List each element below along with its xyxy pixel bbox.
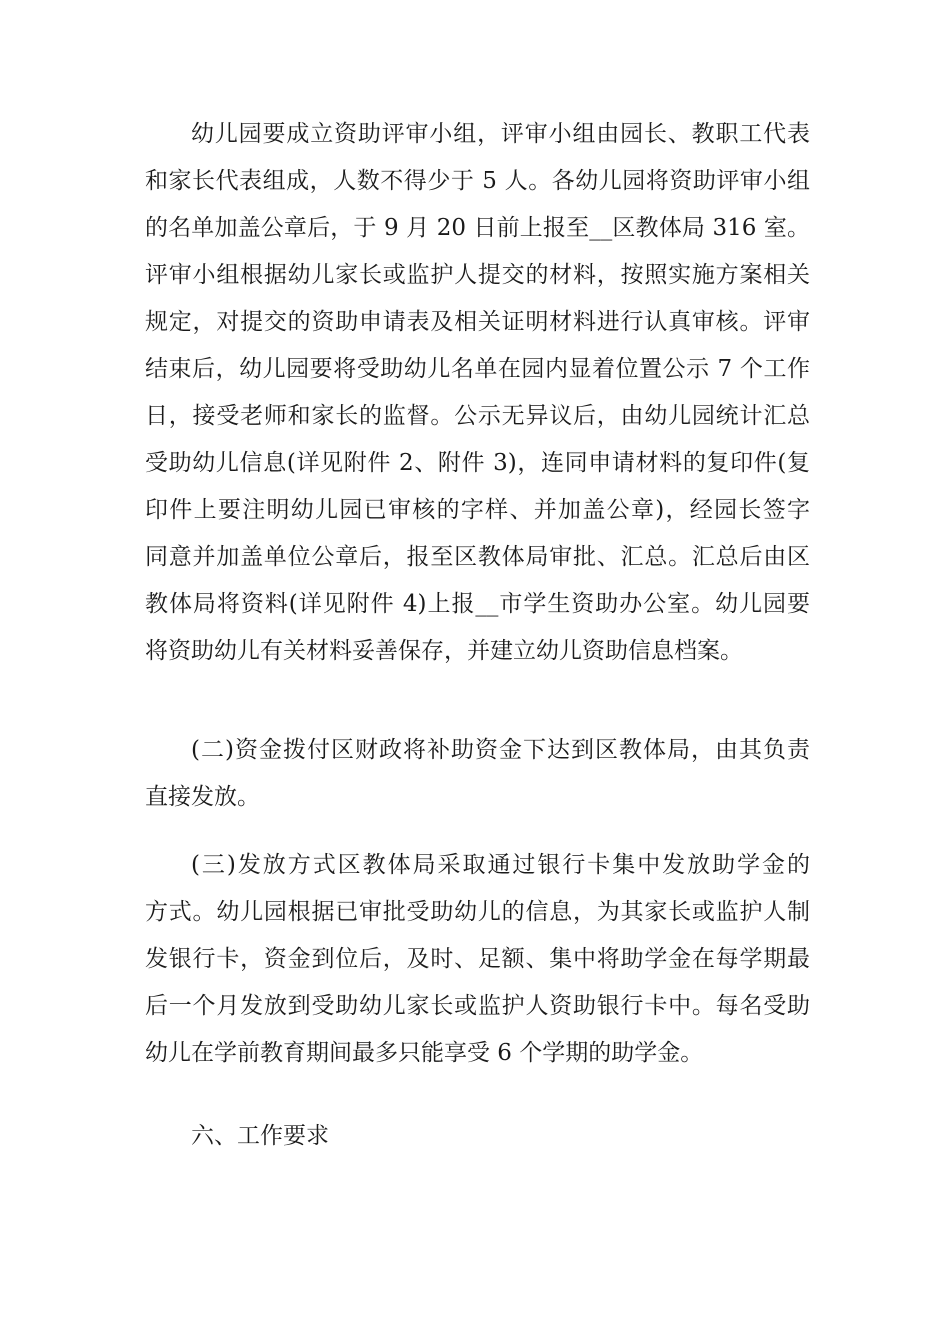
text-line: 教体局将资料(详见附件 4)上报__市学生资助办公室。幼儿园要 — [145, 591, 810, 617]
text-line: 幼儿园要成立资助评审小组，评审小组由园长、教职工代表 — [191, 121, 810, 147]
text-line: 幼儿在学前教育期间最多只能享受 6 个学期的助学金。 — [145, 1040, 704, 1066]
text-line: 结束后，幼儿园要将受助幼儿名单在园内显着位置公示 7 个工作 — [145, 356, 810, 382]
text-line: 发银行卡，资金到位后，及时、足额、集中将助学金在每学期最 — [145, 946, 810, 972]
text-line: (二)资金拨付区财政将补助资金下达到区教体局，由其负责 — [191, 737, 810, 763]
text-line: 同意并加盖单位公章后，报至区教体局审批、汇总。汇总后由区 — [145, 544, 810, 570]
section-heading: 六、工作要求 — [191, 1123, 329, 1149]
text-line: 日，接受老师和家长的监督。公示无异议后，由幼儿园统计汇总 — [145, 403, 810, 429]
paragraph-review-process — [145, 111, 810, 675]
text-line: 评审小组根据幼儿家长或监护人提交的材料，按照实施方案相关 — [145, 262, 810, 288]
text-line: 受助幼儿信息(详见附件 2、附件 3)，连同申请材料的复印件(复 — [145, 450, 810, 476]
text-line: 和家长代表组成，人数不得少于 5 人。各幼儿园将资助评审小组 — [145, 168, 810, 194]
text-line: (三)发放方式区教体局采取通过银行卡集中发放助学金的 — [191, 852, 810, 878]
text-line: 后一个月发放到受助幼儿家长或监护人资助银行卡中。每名受助 — [145, 993, 810, 1019]
text-line: 规定，对提交的资助申请表及相关证明材料进行认真审核。评审 — [145, 309, 810, 335]
paragraph-fund-allocation — [145, 727, 810, 821]
text-line: 的名单加盖公章后，于 9 月 20 日前上报至__区教体局 316 室。 — [145, 215, 810, 241]
text-line: 将资助幼儿有关材料妥善保存，并建立幼儿资助信息档案。 — [145, 638, 743, 664]
paragraph-distribution-method — [145, 842, 810, 1077]
text-line: 方式。幼儿园根据已审批受助幼儿的信息，为其家长或监护人制 — [145, 899, 810, 925]
text-line: 直接发放。 — [145, 784, 260, 810]
text-line: 印件上要注明幼儿园已审核的字样、并加盖公章)，经园长签字 — [145, 497, 810, 523]
